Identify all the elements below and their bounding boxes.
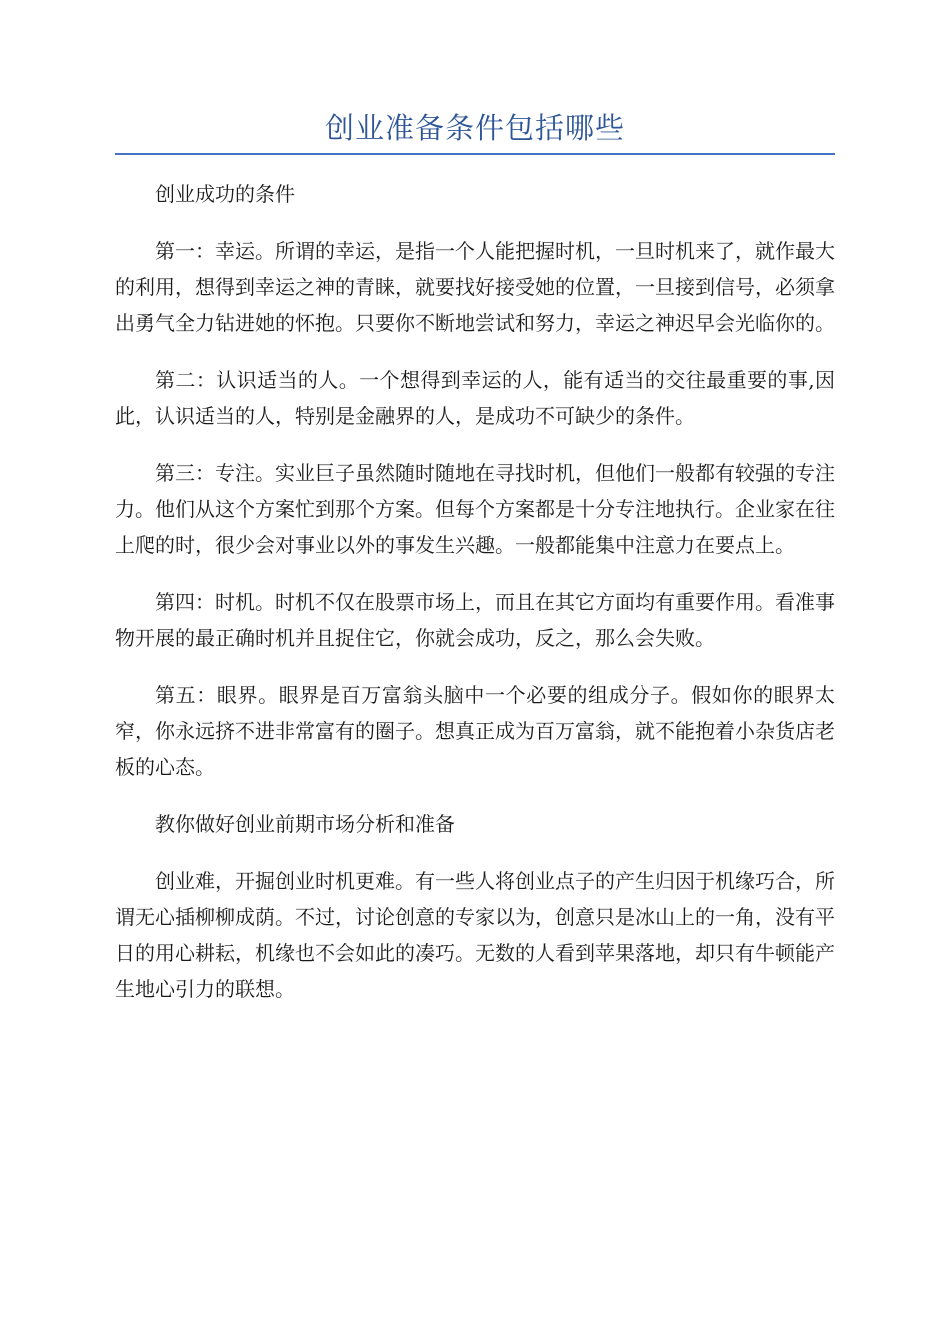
document-title: 创业准备条件包括哪些: [324, 111, 625, 145]
paragraph-timing: 第四：时机。时机不仅在股票市场上，而且在其它方面均有重要作用。看准事物开展的最正确时机并且捉住它，你就会成功，反之，那么会失败。: [115, 590, 835, 650]
section-heading-market-analysis: 教你做好创业前期市场分析和准备: [155, 812, 455, 836]
paragraph-right-people: 第二：认识适当的人。一个想得到幸运的人，能有适当的交往最重要的事,因此，认识适当的人，特别是金融界的人，是成功不可缺少的条件。: [115, 368, 835, 428]
title-underline: [115, 153, 835, 155]
paragraph-opportunity: 创业难，开掘创业时机更难。有一些人将创业点子的产生归因于机缘巧合，所谓无心插柳柳成荫。不过，讨论创意的专家以为，创意只是冰山上的一角，没有平日的用心耕耘，机缘也不会如此的凑巧。无数的人看到苹果落地，却只有牛顿能产生地心引力的联想。: [115, 869, 835, 1001]
section-heading-success-conditions: 创业成功的条件: [155, 182, 295, 206]
paragraph-vision: 第五：眼界。眼界是百万富翁头脑中一个必要的组成分子。假如你的眼界太窄，你永远挤不进非常富有的圈子。想真正成为百万富翁，就不能抱着小杂货店老板的心态。: [115, 683, 835, 779]
paragraph-luck: 第一：幸运。所谓的幸运，是指一个人能把握时机，一旦时机来了，就作最大的利用，想得到幸运之神的青睐，就要找好接受她的位置，一旦接到信号，必须拿出勇气全力钻进她的怀抱。只要你不断地尝试和努力，幸运之神迟早会光临你的。: [115, 239, 835, 335]
document-body: [115, 176, 835, 1028]
paragraph-focus: 第三：专注。实业巨子虽然随时随地在寻找时机，但他们一般都有较强的专注力。他们从这个方案忙到那个方案。但每个方案都是十分专注地执行。企业家在往上爬的时，很少会对事业以外的事发生兴趣。一般都能集中注意力在要点上。: [115, 461, 835, 557]
